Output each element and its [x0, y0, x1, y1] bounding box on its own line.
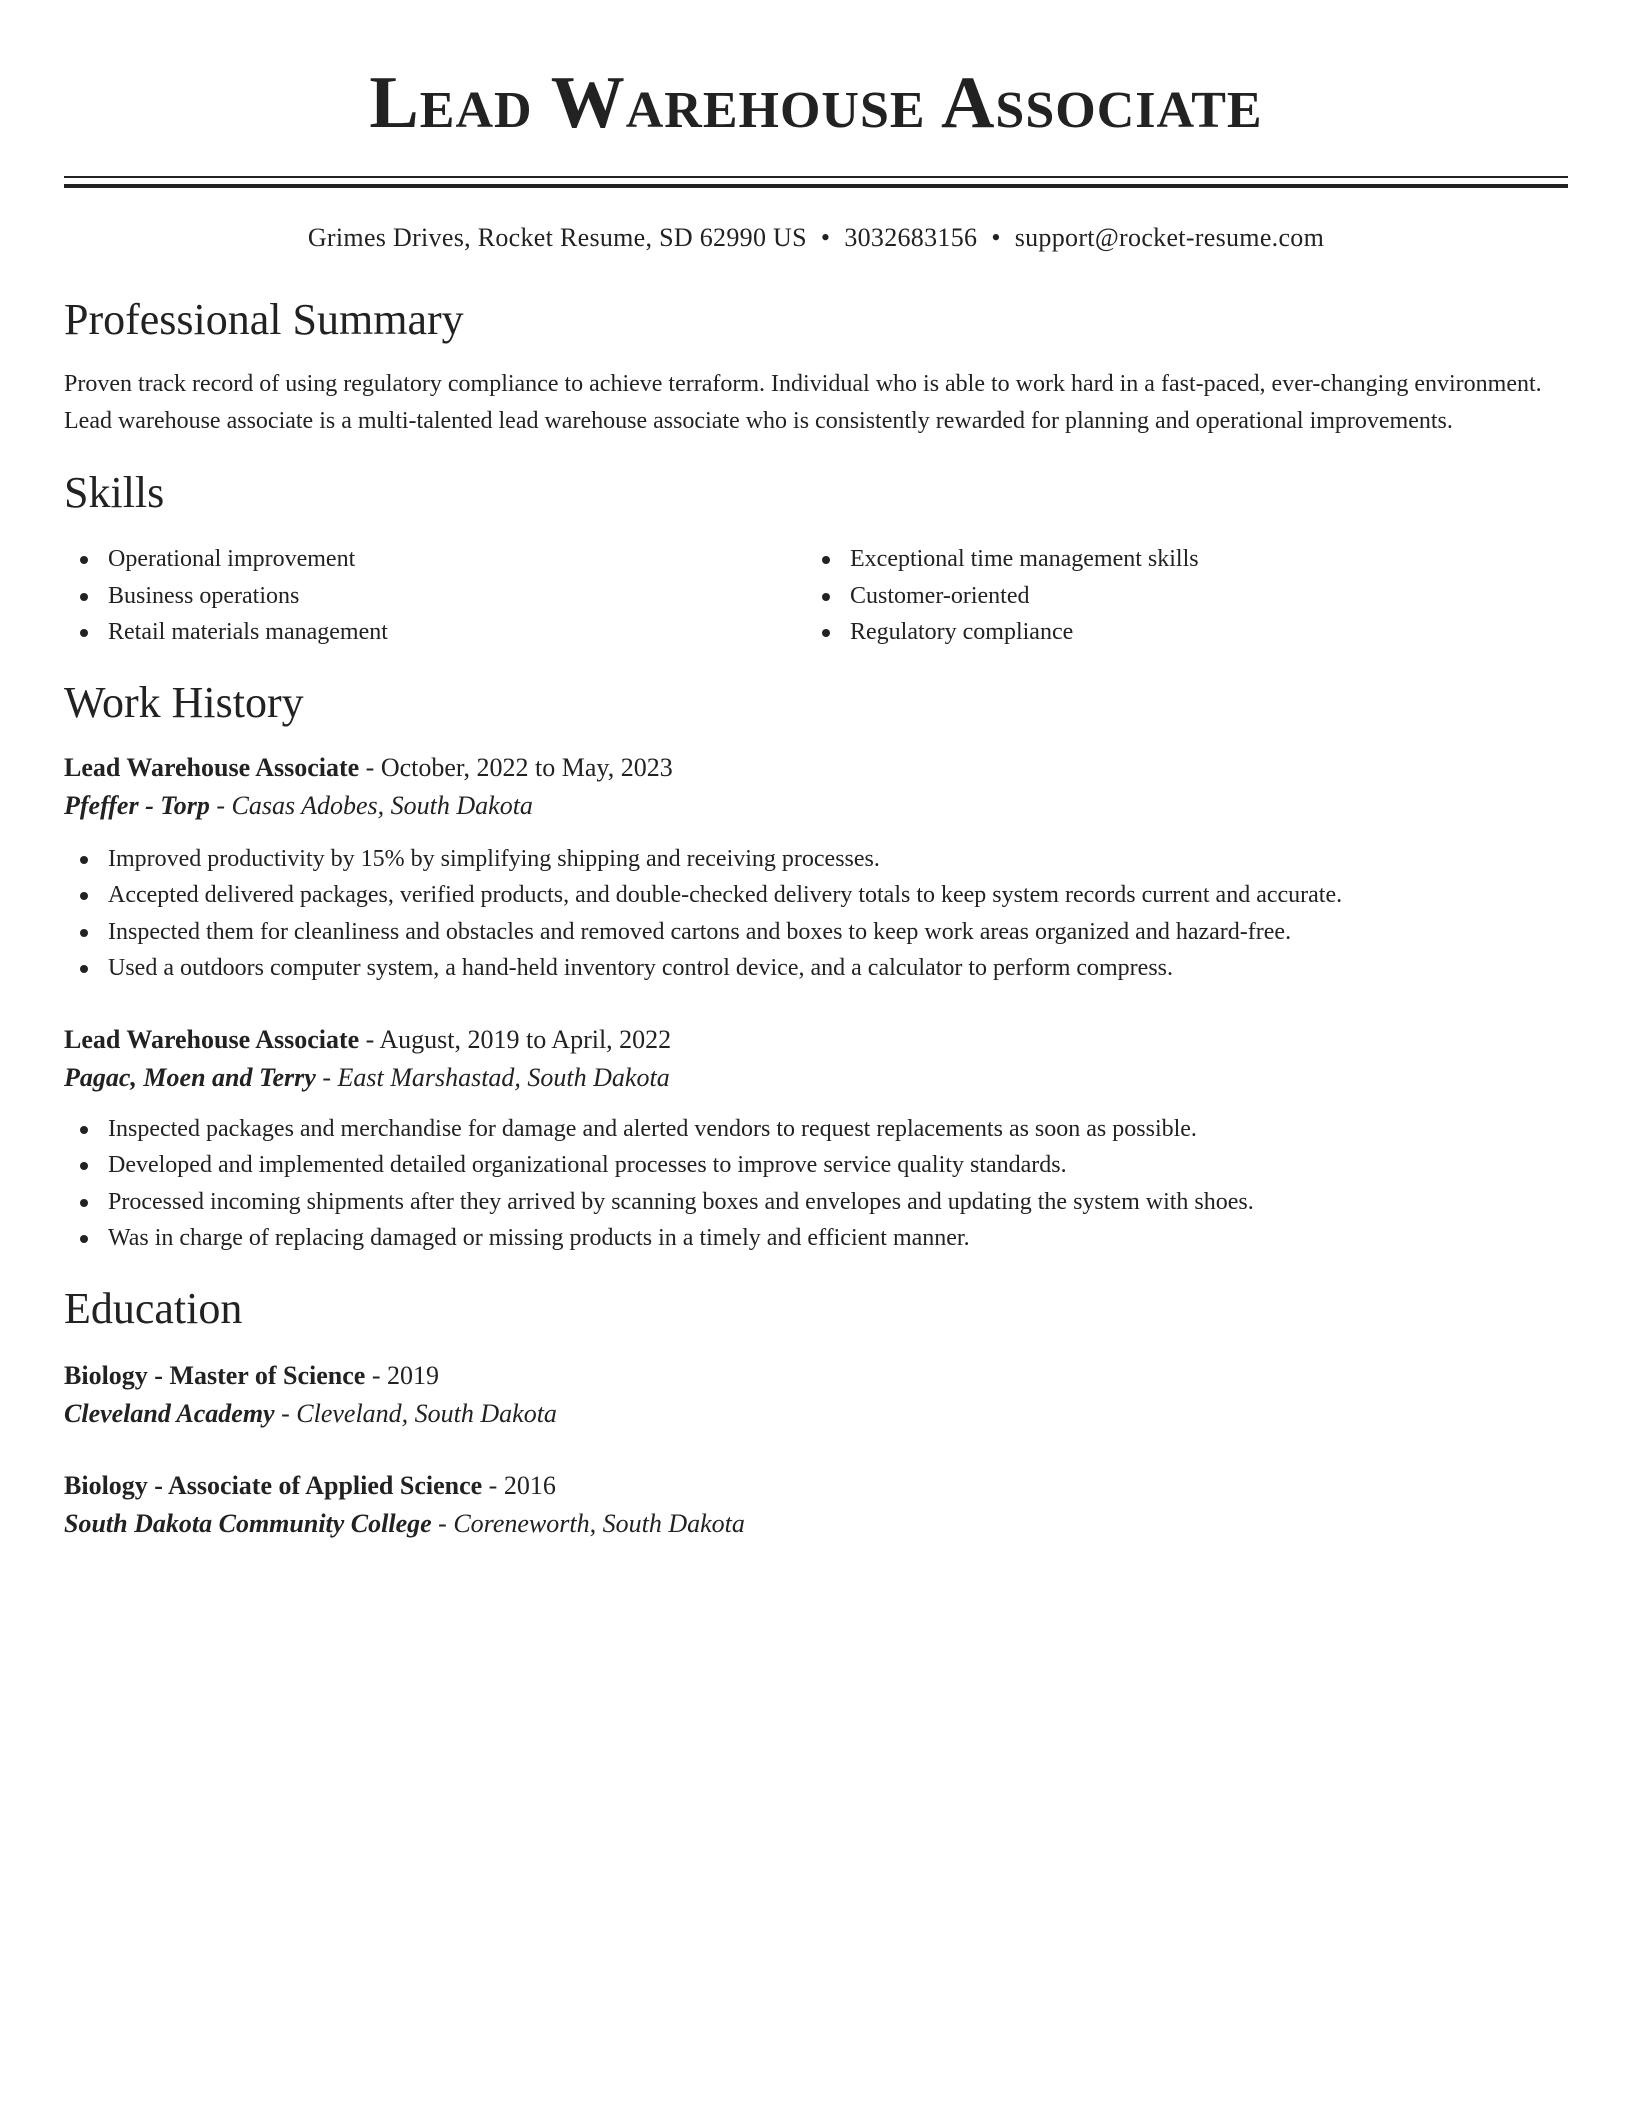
contact-line	[64, 222, 1568, 254]
work-history-heading: Work History	[64, 677, 304, 727]
job-bullet: Improved productivity by 15% by simplifying shipping and receiving processes.	[64, 841, 1568, 878]
contact-separator: •	[991, 223, 1001, 252]
degree-line	[64, 1357, 1568, 1395]
degree-year: - 2019	[365, 1360, 440, 1390]
degree: Biology - Master of Science	[64, 1360, 366, 1390]
skills-right-list	[806, 541, 1548, 651]
summary-text: Proven track record of using regulatory compliance to achieve terraform. Individual who is able to work hard in a fast-paced, ever-changing environment. Lead warehouse associate is a multi-talented lead warehouse associate who is consistently rewarded for planning and operational improvements.	[64, 371, 1542, 434]
degree-year: - 2016	[482, 1470, 556, 1500]
job-company-line	[64, 787, 1568, 825]
summary-section	[64, 294, 1568, 439]
school: South Dakota Community College	[64, 1508, 432, 1538]
skill-item: Customer-oriented	[806, 578, 1548, 615]
school-location: - Coreneworth, South Dakota	[431, 1508, 745, 1538]
skills-heading: Skills	[64, 468, 165, 517]
header-rule-thin	[64, 176, 1568, 178]
skill-item: Operational improvement	[64, 541, 806, 578]
job-bullet: Developed and implemented detailed organizational processes to improve service quality standards.	[64, 1147, 1568, 1184]
contact-separator: •	[820, 223, 831, 252]
job-company: Pfeffer - Torp	[64, 790, 210, 820]
school-line	[64, 1395, 1568, 1433]
degree-line	[64, 1467, 1568, 1505]
contact-phone: 3032683156	[844, 223, 978, 252]
job-bullet: Accepted delivered packages, verified products, and double-checked delivery totals to keep system records current and accurate.	[64, 877, 1568, 914]
job-title-line	[64, 749, 1568, 787]
skill-item: Retail materials management	[64, 614, 806, 651]
candidate-name: Lead Warehouse Associate	[369, 62, 1263, 144]
skills-left-list	[64, 541, 806, 651]
job-title-line	[64, 1021, 1568, 1059]
job-bullet: Inspected them for cleanliness and obstacles and removed cartons and boxes to keep work areas organized and hazard-free.	[64, 914, 1568, 951]
job-title: Lead Warehouse Associate	[64, 1024, 360, 1054]
education-entry	[64, 1467, 1568, 1543]
job-company-line	[64, 1059, 1568, 1097]
job-bullet: Inspected packages and merchandise for damage and alerted vendors to request replacements as soon as possible.	[64, 1111, 1568, 1148]
summary-heading: Professional Summary	[64, 295, 464, 344]
job-bullets	[64, 841, 1568, 987]
school-line	[64, 1505, 1568, 1543]
skills-columns	[64, 541, 1568, 651]
education-section	[64, 1283, 1568, 1543]
skill-item: Business operations	[64, 578, 806, 615]
job-bullet: Used a outdoors computer system, a hand-held inventory control device, and a calculator to perform compress.	[64, 950, 1568, 987]
job-bullets	[64, 1111, 1568, 1257]
job-entry	[64, 749, 1568, 987]
job-bullet: Processed incoming shipments after they arrived by scanning boxes and envelopes and updating the system with shoes.	[64, 1184, 1568, 1221]
job-entry	[64, 1021, 1568, 1257]
header-rule-thick	[64, 184, 1568, 188]
job-location: - Casas Adobes, South Dakota	[209, 790, 533, 820]
job-location: - East Marshastad, South Dakota	[315, 1062, 670, 1092]
skills-section	[64, 467, 1568, 651]
job-dates: - October, 2022 to May, 2023	[359, 752, 673, 782]
skill-item: Exceptional time management skills	[806, 541, 1548, 578]
work-history-section	[64, 677, 1568, 1257]
job-title: Lead Warehouse Associate	[64, 752, 360, 782]
education-heading: Education	[64, 1283, 243, 1333]
job-dates: - August, 2019 to April, 2022	[359, 1024, 672, 1054]
job-bullet: Was in charge of replacing damaged or missing products in a timely and efficient manner.	[64, 1220, 1568, 1257]
school-location: - Cleveland, South Dakota	[274, 1398, 557, 1428]
degree: Biology - Associate of Applied Science	[64, 1470, 483, 1500]
job-company: Pagac, Moen and Terry	[64, 1062, 316, 1092]
contact-email: support@rocket-resume.com	[1014, 223, 1325, 252]
contact-address: Grimes Drives, Rocket Resume, SD 62990 US	[307, 223, 807, 252]
skill-item: Regulatory compliance	[806, 614, 1548, 651]
school: Cleveland Academy	[64, 1398, 275, 1428]
education-entry	[64, 1357, 1568, 1433]
